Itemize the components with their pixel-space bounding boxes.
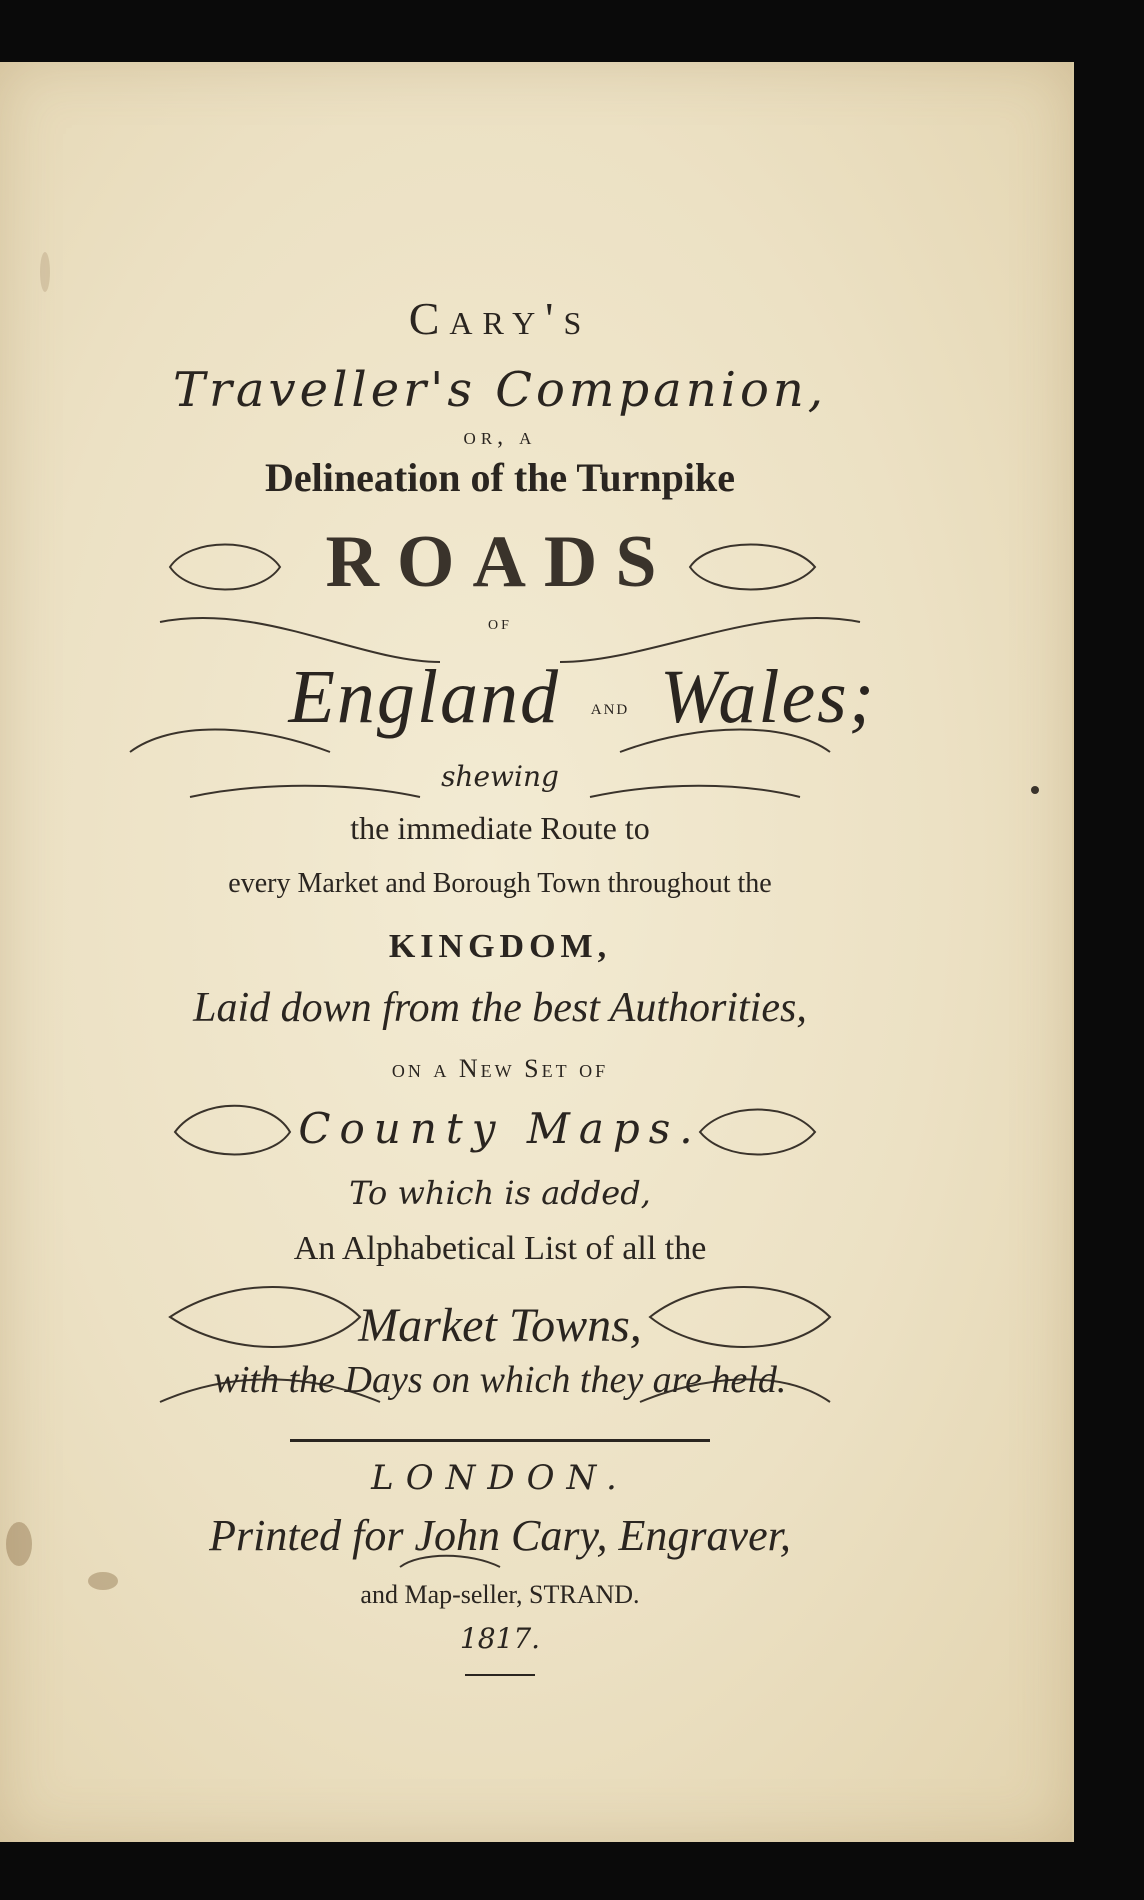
title: Cary's (408, 293, 592, 344)
days-line: with the Days on which they are held. (213, 1359, 787, 1401)
foxing-stain (6, 1522, 32, 1566)
wales-word: Wales; (660, 655, 877, 739)
route-line: the immediate Route to (350, 810, 650, 846)
title-page (0, 62, 1074, 1842)
market-towns-heading: Market Towns, (358, 1299, 642, 1352)
map-seller-line: and Map-seller, STRAND. (360, 1580, 640, 1609)
laid-down-line: Laid down from the best Authorities, (193, 985, 807, 1031)
london-heading: LONDON. (371, 1458, 629, 1498)
delineation-line: Delineation of the Turnpike (264, 455, 736, 500)
county-maps-heading: County Maps. (298, 1104, 702, 1153)
alphabetical-list-line: An Alphabetical List of all the (293, 1230, 707, 1267)
separator-rule (290, 1439, 710, 1442)
roads-heading: ROADS (325, 521, 675, 603)
bottom-rule (465, 1674, 535, 1676)
and-word: and (590, 694, 630, 719)
or-a: or, a (463, 424, 537, 450)
year: 1817. (459, 1622, 541, 1655)
foxing-stain (88, 1572, 118, 1590)
england-word: England (288, 655, 560, 739)
shewing-word: shewing (441, 760, 559, 793)
to-which-added-line: To which is added, (349, 1174, 651, 1212)
foxing-stain (40, 252, 50, 292)
kingdom-word: KINGDOM, (388, 928, 612, 965)
market-borough-line: every Market and Borough Town throughout the (228, 868, 772, 899)
new-set-line: on a New Set of (391, 1054, 609, 1083)
printed-for-line: Printed for John Cary, Engraver, (209, 1511, 791, 1560)
of-word: of (488, 612, 512, 634)
subtitle: Traveller's Companion, (172, 362, 828, 418)
